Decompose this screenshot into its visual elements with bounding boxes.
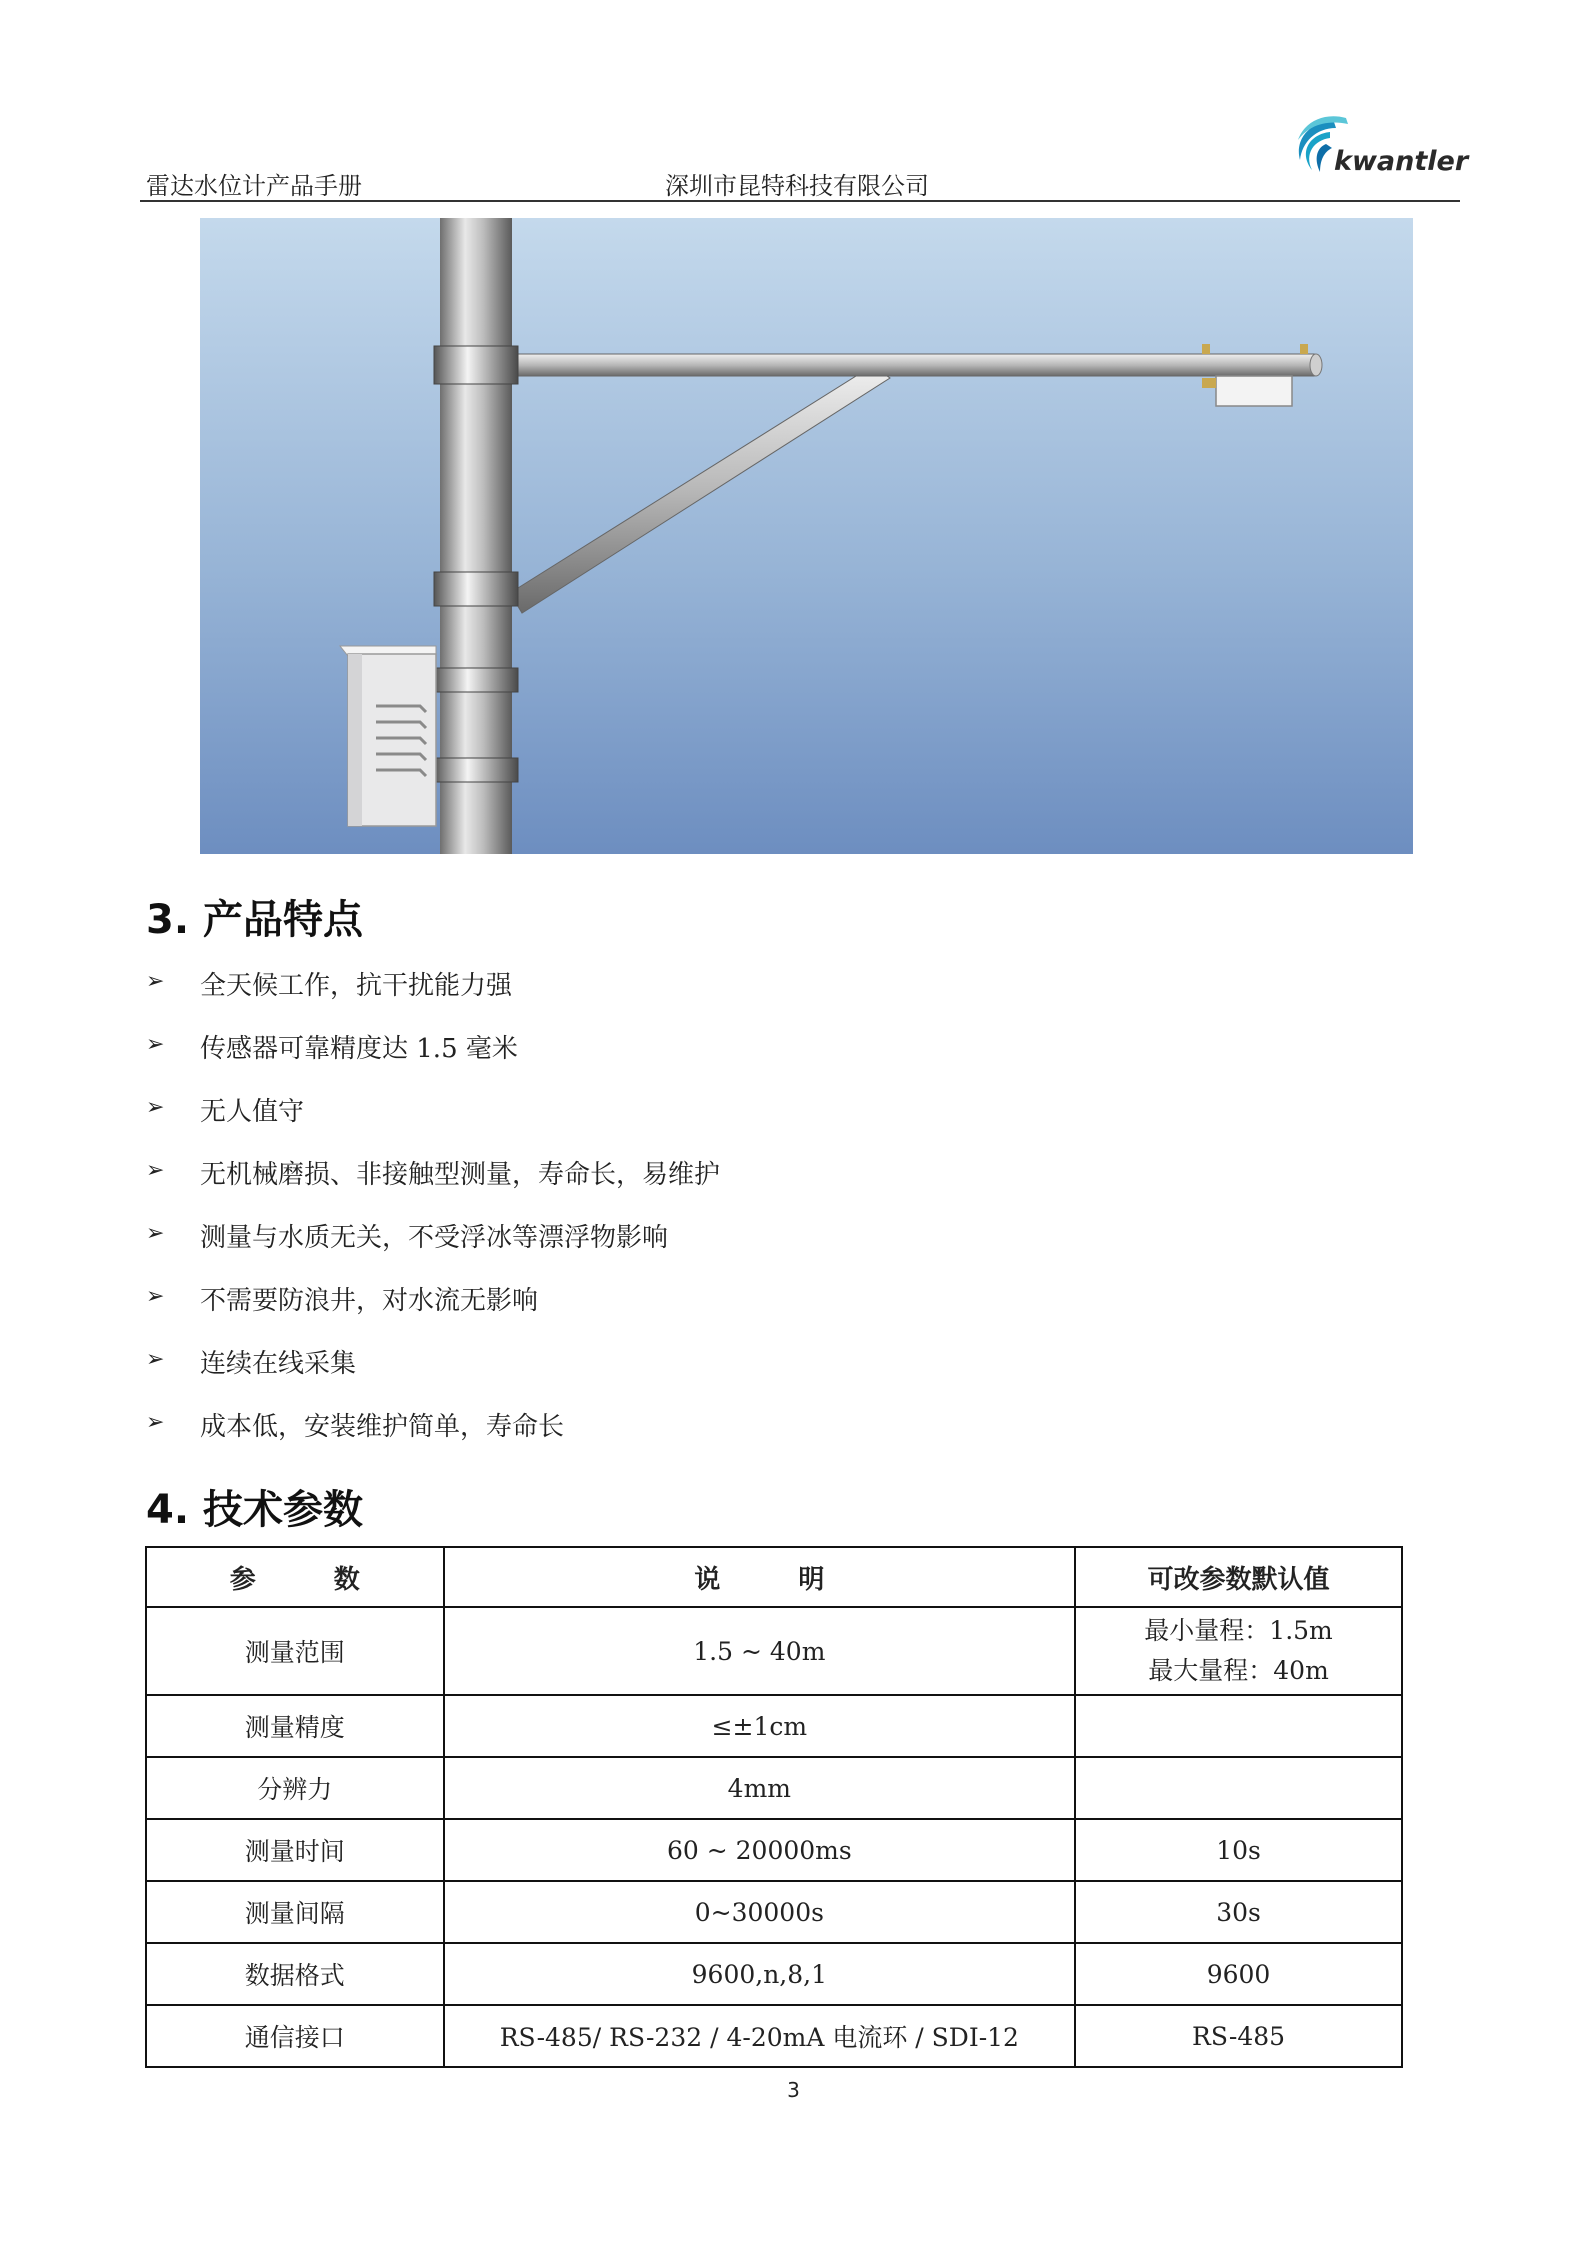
radar-level-gauge-pole-mount-illustration (200, 218, 1413, 854)
column-header-default-value: 可改参数默认值 (1075, 1547, 1402, 1607)
table-row (146, 2005, 1402, 2067)
column-header-description: 说 明 (444, 1547, 1075, 1607)
parameter-description: 60 ~ 20000ms (444, 1819, 1075, 1881)
table-row (146, 1819, 1402, 1881)
feature-list (146, 965, 1346, 1469)
parameter-name: 测量范围 (146, 1607, 444, 1695)
feature-text: 不需要防浪井，对水流无影响 (200, 1286, 539, 1316)
section-title-technical-parameters: 4. 技术参数 (146, 1487, 363, 1533)
parameter-name: 测量精度 (146, 1695, 444, 1757)
default-max-range: 最大量程：40m (1148, 1656, 1329, 1685)
list-item (146, 1091, 1346, 1154)
feature-text: 无人值守 (200, 1097, 305, 1127)
list-item (146, 1028, 1346, 1091)
parameter-description: 4mm (444, 1757, 1075, 1819)
list-item (146, 1217, 1346, 1280)
list-item (146, 1280, 1346, 1343)
header-manual-title: 雷达水位计产品手册 (146, 172, 362, 200)
arrow-bullet-icon: ➢ (146, 969, 165, 994)
parameter-name: 测量时间 (146, 1819, 444, 1881)
list-item (146, 1343, 1346, 1406)
feature-text: 成本低，安装维护简单，寿命长 (200, 1412, 565, 1442)
technical-parameters-table (145, 1546, 1403, 2068)
parameter-description: 1.5 ~ 40m (444, 1607, 1075, 1695)
parameter-name: 数据格式 (146, 1943, 444, 2005)
parameter-default: 30s (1075, 1881, 1402, 1943)
arrow-bullet-icon: ➢ (146, 1221, 165, 1246)
table-row (146, 1757, 1402, 1819)
feature-text: 无机械磨损、非接触型测量，寿命长，易维护 (200, 1160, 721, 1190)
arrow-bullet-icon: ➢ (146, 1410, 165, 1435)
logo-wordmark: kwantler (1334, 146, 1469, 177)
parameter-name: 通信接口 (146, 2005, 444, 2067)
section-title-product-features: 3. 产品特点 (146, 897, 363, 943)
default-min-range: 最小量程：1.5m (1144, 1616, 1333, 1645)
arrow-bullet-icon: ➢ (146, 1032, 165, 1057)
parameter-default (1075, 1607, 1402, 1695)
parameter-description: RS-485/ RS-232 / 4-20mA 电流环 / SDI-12 (444, 2005, 1075, 2067)
feature-text: 传感器可靠精度达 1.5 毫米 (200, 1034, 518, 1064)
header-company-name: 深圳市昆特科技有限公司 (665, 172, 929, 200)
arrow-bullet-icon: ➢ (146, 1158, 165, 1183)
list-item (146, 1406, 1346, 1469)
table-row (146, 1881, 1402, 1943)
page-number: 3 (787, 2078, 800, 2102)
parameter-description: 9600,n,8,1 (444, 1943, 1075, 2005)
header-divider (140, 200, 1460, 202)
product-mounting-figure (200, 218, 1413, 854)
parameter-default (1075, 1695, 1402, 1757)
table-header-row (146, 1547, 1402, 1607)
feature-text: 全天候工作，抗干扰能力强 (200, 971, 513, 1001)
parameter-description: ≤±1cm (444, 1695, 1075, 1757)
feature-text: 连续在线采集 (200, 1349, 357, 1379)
arrow-bullet-icon: ➢ (146, 1284, 165, 1309)
parameter-name: 分辨力 (146, 1757, 444, 1819)
list-item (146, 965, 1346, 1028)
arrow-bullet-icon: ➢ (146, 1095, 165, 1120)
table-row (146, 1695, 1402, 1757)
table-row (146, 1943, 1402, 2005)
parameter-default: RS-485 (1075, 2005, 1402, 2067)
table-row (146, 1607, 1402, 1695)
arrow-bullet-icon: ➢ (146, 1347, 165, 1372)
list-item (146, 1154, 1346, 1217)
company-logo (1290, 112, 1469, 186)
feature-text: 测量与水质无关，不受浮冰等漂浮物影响 (200, 1223, 669, 1253)
parameter-description: 0~30000s (444, 1881, 1075, 1943)
parameter-default: 10s (1075, 1819, 1402, 1881)
parameter-name: 测量间隔 (146, 1881, 444, 1943)
column-header-parameter: 参 数 (146, 1547, 444, 1607)
parameter-default: 9600 (1075, 1943, 1402, 2005)
parameter-default (1075, 1757, 1402, 1819)
